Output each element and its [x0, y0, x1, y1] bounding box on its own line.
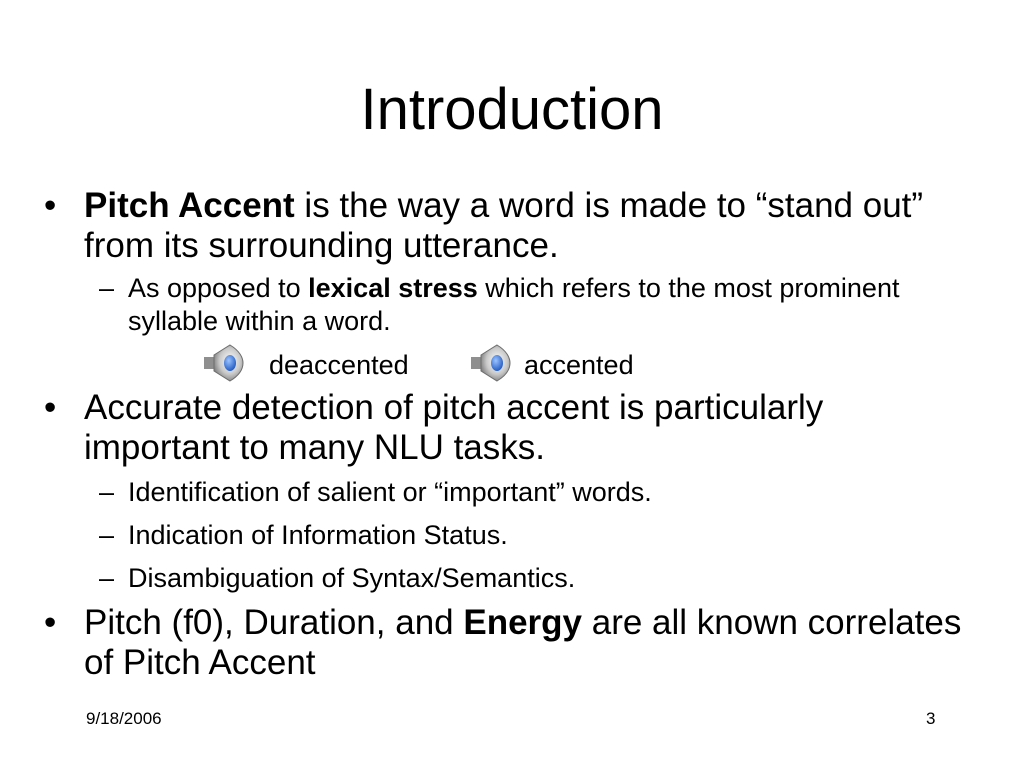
- sub-bullet-item: [44, 476, 974, 509]
- bullet-marker: •: [44, 603, 57, 642]
- bullet-item: [44, 603, 974, 683]
- bullet-bold-term: Energy: [463, 603, 582, 642]
- sub-bullet-text-pre: As opposed to: [128, 273, 309, 303]
- sub-bullet-text: Indication of Information Status.: [128, 520, 508, 550]
- sub-bullet-marker: –: [99, 520, 115, 550]
- sub-bullet-text-post: which refers to the most prominent syllable within a word.: [128, 273, 900, 336]
- audio-label-deaccented: deaccented: [269, 350, 409, 380]
- slide-body: [44, 186, 974, 683]
- speaker-icon[interactable]: [200, 342, 246, 384]
- audio-row: [44, 338, 974, 392]
- sub-bullet-item: [44, 562, 974, 595]
- bullet-text-post: are all known correlates of Pitch Accent: [84, 603, 962, 682]
- sub-bullet-marker: –: [99, 273, 115, 303]
- sub-bullet-marker: –: [99, 477, 115, 507]
- speaker-icon[interactable]: [467, 342, 513, 384]
- slide-title: Introduction: [360, 77, 664, 142]
- sub-bullet-item: [44, 272, 974, 338]
- audio-label-accented: accented: [524, 350, 634, 380]
- sub-bullet-item: [44, 519, 974, 552]
- bullet-marker: •: [44, 186, 57, 225]
- bullet-item: [44, 388, 974, 468]
- sub-bullet-text: Identification of salient or “important” words.: [128, 477, 652, 507]
- bullet-marker: •: [44, 388, 57, 427]
- sub-bullet-text: Disambiguation of Syntax/Semantics.: [128, 563, 576, 593]
- sub-bullet-marker: –: [99, 563, 115, 593]
- bullet-text: Accurate detection of pitch accent is particularly important to many NLU tasks.: [84, 388, 824, 467]
- bullet-text-pre: Pitch (f0), Duration, and: [84, 603, 464, 642]
- sub-bullet-bold-term: lexical stress: [308, 273, 478, 303]
- bullet-bold-term: Pitch Accent: [84, 186, 295, 225]
- footer-date: 9/18/2006: [86, 709, 162, 728]
- slide-number: 3: [926, 709, 936, 728]
- bullet-text: is the way a word is made to “stand out” from its surrounding utterance.: [84, 186, 924, 265]
- bullet-item: [44, 186, 974, 266]
